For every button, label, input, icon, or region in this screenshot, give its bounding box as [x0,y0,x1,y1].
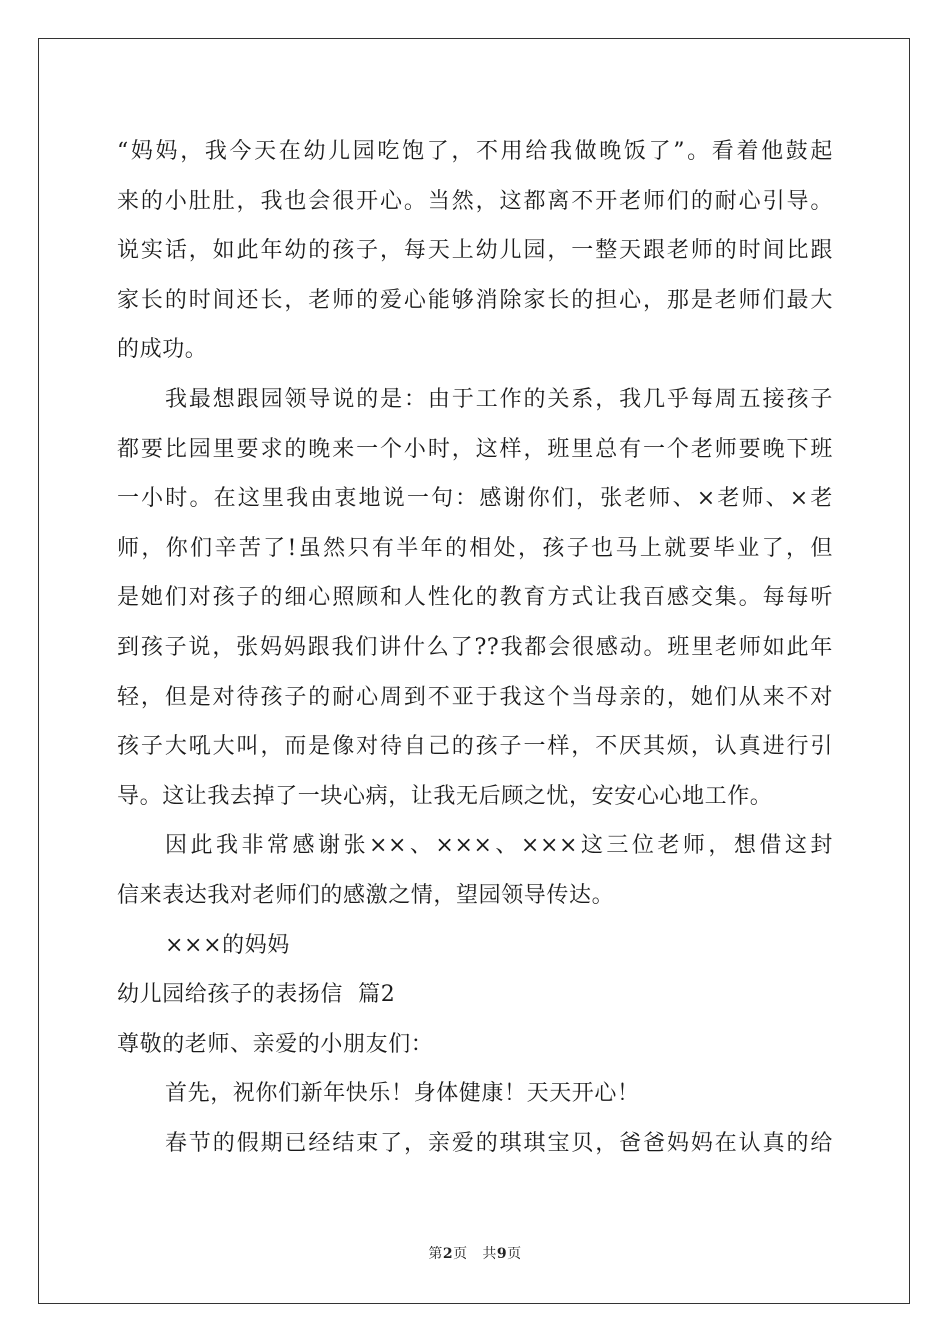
total-pages-number: 9 [496,1246,508,1262]
page-mid: 页 共 [453,1246,497,1262]
text-line: 信来表达我对老师们的感激之情，望园领导传达。 [117,882,615,908]
page-suffix: 页 [507,1246,522,1262]
text-line: 是她们对孩子的细心照顾和人性化的教育方式让我百感交集。每每听 [117,585,833,611]
paragraph-first-line: 因此我非常感谢张××、×××、×××这三位老师，想借这封 [165,833,833,859]
text-line: 的成功。 [117,337,208,363]
page-prefix: 第 [428,1246,443,1262]
text-line: “妈妈，我今天在幼儿园吃饱了，不用给我做晚饭了”。看着他鼓起 [117,139,833,164]
page-footer [0,1243,950,1263]
document-body [117,127,833,1168]
text-line: 家长的时间还长，老师的爱心能够消除家长的担心，那是老师们最大 [117,287,833,313]
salutation: 尊敬的老师、亲爱的小朋友们： [117,1031,434,1057]
paragraph-first-line: 春节的假期已经结束了，亲爱的琪琪宝贝，爸爸妈妈在认真的给 [165,1130,833,1156]
section-title: 幼儿园给孩子的表扬信 篇2 [117,982,396,1008]
text-line: 导。这让我去掉了一块心病，让我无后顾之忧，安安心心地工作。 [117,783,773,809]
text-line: 师，你们辛苦了!虽然只有半年的相处，孩子也马上就要毕业了，但 [117,535,833,561]
signature-line: ×××的妈妈 [165,932,290,958]
paragraph-first-line: 首先，祝你们新年快乐！身体健康！天天开心！ [165,1081,640,1107]
paragraph-first-line: 我最想跟园领导说的是：由于工作的关系，我几乎每周五接孩子 [165,386,833,412]
text-line: 孩子大吼大叫，而是像对待自己的孩子一样，不厌其烦，认真进行引 [117,734,833,760]
current-page-number: 2 [442,1246,454,1262]
text-line: 说实话，如此年幼的孩子，每天上幼儿园，一整天跟老师的时间比跟 [117,238,833,264]
text-line: 都要比园里要求的晚来一个小时，这样，班里总有一个老师要晚下班 [117,436,833,462]
text-line: 来的小肚肚，我也会很开心。当然，这都离不开老师们的耐心引导。 [117,188,833,214]
text-line: 轻，但是对待孩子的耐心周到不亚于我这个当母亲的，她们从来不对 [117,684,833,710]
text-line: 到孩子说，张妈妈跟我们讲什么了??我都会很感动。班里老师如此年 [117,634,833,660]
text-line: 一小时。在这里我由衷地说一句：感谢你们，张老师、×老师、×老 [117,486,833,512]
